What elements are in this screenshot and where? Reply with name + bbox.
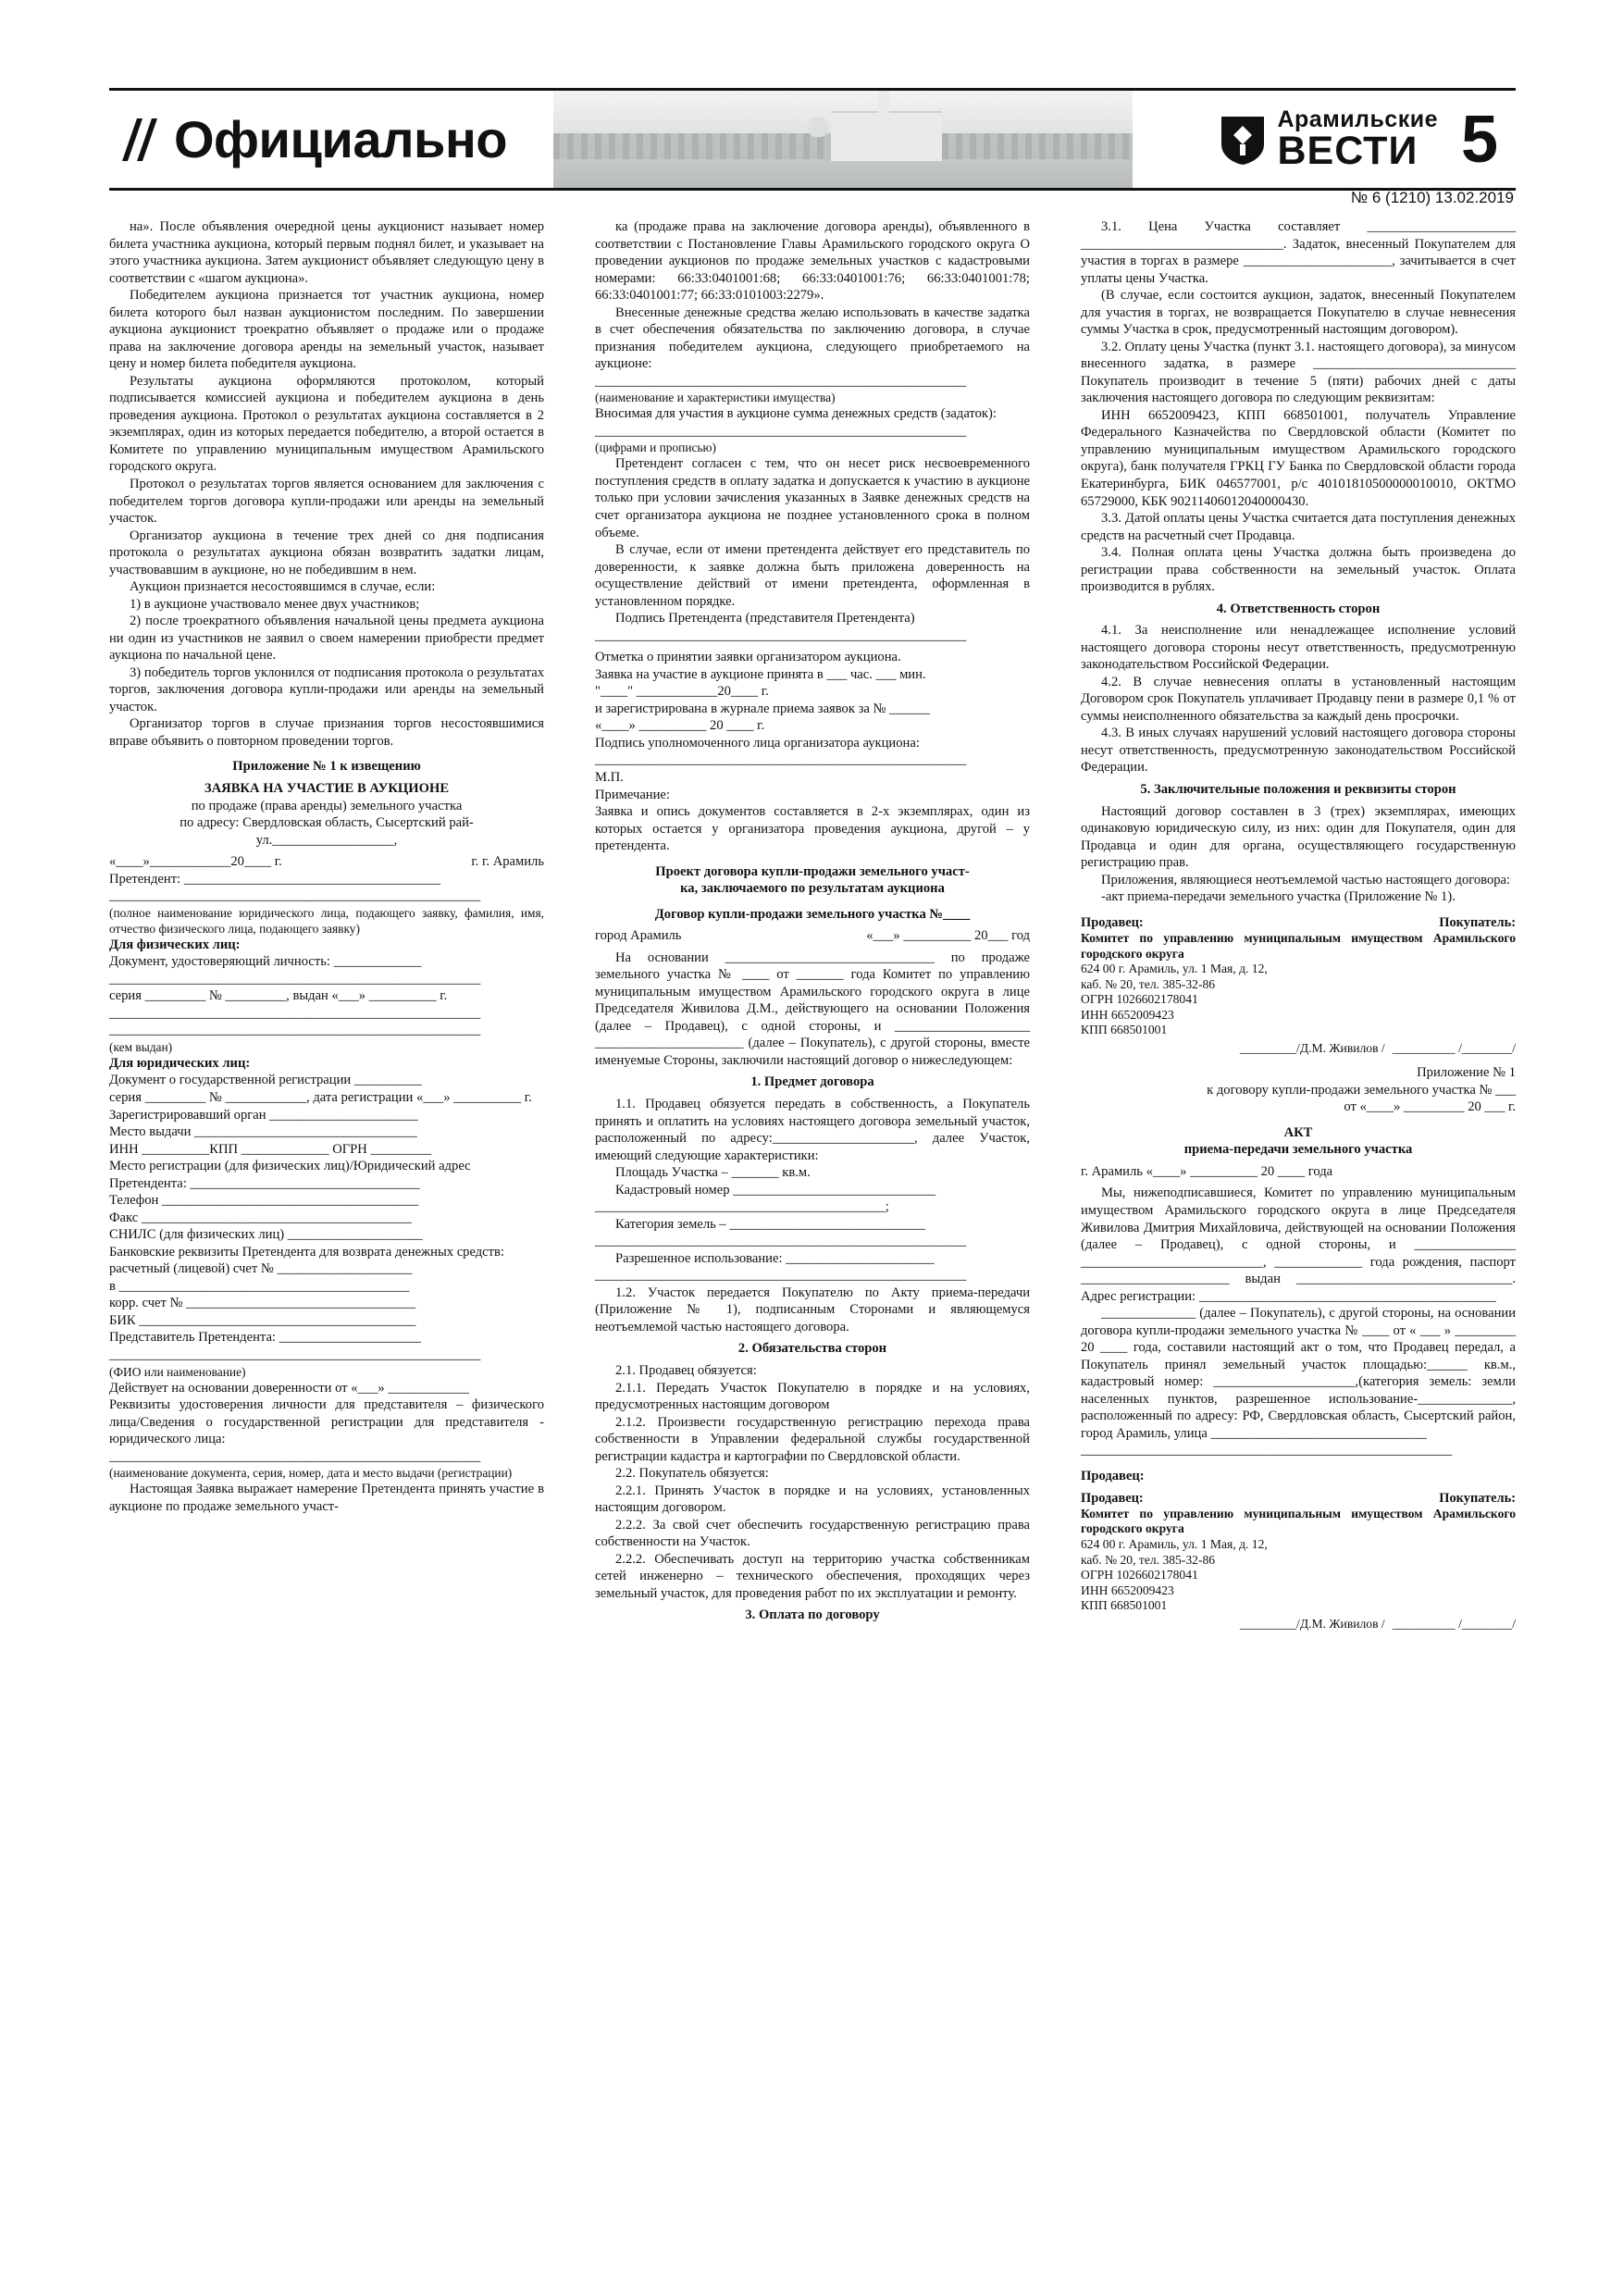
power-of-attorney-field: Действует на основании доверенности от «___» ____________ <box>109 1380 469 1396</box>
paragraph: ка (продаже права на заключение договора аренды), объявленного в соответствии с Постановление Главы Арамильского городского округа О проведении аукционов по продаже земельных участков с кадастровыми номерами: 66:33:0401001:68; 66:33:0401001:76; 66:33:0401001:78; 66:33:0401001:77; 66:33:0101003:2279». <box>595 219 1030 304</box>
corr-account-field: корр. счет № __________________________________ <box>109 1296 416 1311</box>
field-note: (полное наименование юридического лица, подающего заявку, фамилия, имя, отчество физического лица, подающего заявку) <box>109 905 544 936</box>
cadastral-number-field: Кадастровый номер ______________________________ <box>615 1182 936 1198</box>
parties-labels-row-2 <box>1081 1490 1516 1507</box>
section-individuals: Для физических лиц: <box>109 937 241 952</box>
signature-row <box>1081 1040 1516 1056</box>
paragraph: Приложения, являющиеся неотъемлемой частью настоящего договора: <box>1101 872 1511 887</box>
paragraph: Претендент согласен с тем, что он несет риск несвоевременного поступления средств в оплату задатка и допускается к участию в аукционе только при условии зачисления указанных в Заявке денежных средств на счет организатора аукциона не позднее установленного срока в полном объеме. <box>595 456 1030 540</box>
paragraph: Результаты аукциона оформляются протоколом, который подписывается комиссией аукциона и победителем аукциона в день проведения аукциона. Протокол о результатах аукциона составляется в 2 экземплярах, один из которых передается победителю, а второй остается в Комитете по управлению муниципальным имуществом Арамильского городского округа. <box>109 373 544 475</box>
registration-doc-field: Документ о государственной регистрации __________ <box>109 1073 422 1088</box>
paragraph: В случае, если от имени претендента действует его представитель по доверенности, к заявке должна быть приложена доверенность на осуществление действий от имени претендента, оформленная в установленном порядке. <box>595 542 1030 609</box>
paragraph: 2.1. Продавец обязуется: <box>615 1362 757 1378</box>
heading-obligations: 2. Обязательства сторон <box>737 1341 887 1357</box>
paragraph: 4.2. В случае невнесения оплаты в установленный настоящим Договором срок Покупатель уплачивает Продавцу пени в размере 0,1 % от суммы неисполненного обязательства за каждый день просрочки. <box>1081 674 1516 724</box>
bank-requisites: ИНН 6652009423, КПП 668501001, получатель Управление Федерального Казначейства по Свердловской области (Комитет по управлению муниципальным имуществом Арамильского городского округа), банк получателя ГРКЦ ГУ Банка по Свердловской области города Екатеринбурга, БИК 046577001, р/с 40101810500000010010, ОКТМО 65729000, КБК 90211406012040000430. <box>1081 407 1516 509</box>
identity-doc-field: Документ, удостоверяющий личность: _____________ <box>109 954 422 970</box>
paragraph: Аукцион признается несостоявшимся в случае, если: <box>130 579 436 595</box>
paragraph: Внесенные денежные средства желаю использовать в качестве задатка в счет обеспечения обязательства по заключению договора, в случае признания победителем аукциона, следующего приобретаемого на аукционе: <box>595 304 1030 372</box>
seller-requisites-2 <box>1081 1507 1516 1614</box>
contract-city: город Арамиль <box>595 928 682 944</box>
note-label: Примечание: <box>595 787 670 802</box>
inn-kpp-ogrn-field: ИНН __________КПП _____________ ОГРН _________ <box>109 1141 432 1157</box>
double-slash-icon <box>118 115 161 165</box>
paragraph: 2.1.2. Произвести государственную регистрацию перехода права собственности в Управлении федеральной службы государственной регистрации кадастра и картографии по Свердловской области. <box>595 1414 1030 1464</box>
brand-line-1: Арамильские <box>1277 105 1438 132</box>
act-city-date: г. Арамиль «____» __________ 20 ____ года <box>1081 1163 1333 1179</box>
note-text: Заявка и опись документов составляется в 2-х экземплярах, один из которых остается у организатора проведения аукциона, другой – у претендента. <box>595 804 1030 854</box>
paragraph: 3) победитель торгов уклонился от подписания протокола о результатах торгов, заключения договора купли-продажи или аренды на земельный участок. <box>109 664 544 714</box>
application-subtitle: по продаже (права аренды) земельного участка <box>191 798 463 813</box>
seller-kpp-2: КПП 668501001 <box>1081 1598 1168 1613</box>
paragraph: Настоящая Заявка выражает намерение Претендента принять участие в аукционе по продаже земельного участ- <box>109 1482 544 1514</box>
paragraph: Настоящий договор составлен в 3 (трех) экземплярах, имеющих одинаковую юридическую силу, из них: один для Покупателя, один для Продавца и один для органа, осуществляющего государственную регистрацию прав. <box>1081 803 1516 871</box>
issue-place-field: Место выдачи _________________________________ <box>109 1124 417 1140</box>
paragraph: 2) после троекратного объявления начальной цены предмета аукциона ни один из участников не заявил о своем намерении приобрести предмет аукциона по начальной цене. <box>109 614 544 664</box>
phone-field: Телефон ______________________________________ <box>109 1193 419 1209</box>
deposit-amount-label: Вносимая для участия в аукционе сумма денежных средств (задаток): <box>595 406 997 422</box>
blank-rule: _______________________________________________________ <box>109 1448 481 1464</box>
brand-line-2: ВЕСТИ <box>1277 129 1419 174</box>
paragraph: Организатор аукциона в течение трех дней со дня подписания протокола о результатах аукциона обязан возвратить задатки лицам, участвовавшим в аукционе, но не победившим в нем. <box>109 527 544 577</box>
contract-date: «___» __________ 20___ год <box>866 928 1030 944</box>
paragraph: на». После объявления очередной цены аукционист называет номер билета участника аукциона, который первым поднял билет, и указывает на этого участника аукциона. Затем аукционист объявляет следующую цену в соответствии с «шагом аукциона». <box>109 219 544 286</box>
applicant-field: Претендент: ______________________________________ <box>109 871 441 887</box>
blank-rule: _______________________________________________________ <box>595 423 967 439</box>
seller-address: 624 00 г. Арамиль, ул. 1 Мая, д. 12, <box>1081 962 1268 976</box>
seller-address-3: 624 00 г. Арамиль, ул. 1 Мая, д. 12, <box>1081 1536 1268 1551</box>
seller-kpp: КПП 668501001 <box>1081 1023 1168 1037</box>
paragraph: 3.4. Полная оплата цены Участка должна быть произведена до регистрации права собственности на земельный участок. Оплата производится в рублях. <box>1081 545 1516 595</box>
seller-label-3: Продавец: <box>1081 1490 1144 1506</box>
blank-rule: _______________________________________________________ <box>595 627 967 643</box>
settlement-account-field: расчетный (лицевой) счет № ____________________ <box>109 1261 413 1277</box>
appendix-heading: Приложение № 1 к извещению <box>232 759 421 775</box>
paragraph: Мы, нижеподписавшиеся, Комитет по управлению муниципальным имуществом Арамильского городского округа в лице Председателя Живилова Дмитрия Михайловича, действующей на основании Положения (далее – Продавец), с одной стороны, и _______________ ___________________________, _____________ года рождения, паспорт ______________________ выдан ________________________________. Адрес регистрации: ____________________________________________ <box>1081 1185 1516 1304</box>
representative-details-note: Реквизиты удостоверения личности для представителя – физического лица/Сведения о государственной регистрации для представителя - юридического лица: <box>109 1397 544 1447</box>
section-title-block <box>109 91 553 188</box>
seller-address-4: каб. № 20, тел. 385-32-86 <box>1081 1552 1216 1567</box>
signature-label: Подпись Претендента (представителя Претендента) <box>615 611 915 627</box>
appendix-label-1: Приложение № 1 <box>1417 1065 1516 1081</box>
application-heading: ЗАЯВКА НА УЧАСТИЕ В АУКЦИОНЕ <box>204 781 450 796</box>
paragraph: 2.2.1. Принять Участок в порядке и на условиях, установленных настоящим договором. <box>595 1483 1030 1516</box>
seller-name: Комитет по управлению муниципальным имуществом Арамильского городского округа <box>1081 931 1516 961</box>
column-1 <box>109 218 544 1515</box>
representative-field: Представитель Претендента: _____________________ <box>109 1330 421 1346</box>
blank-rule: _______________________________________________________ <box>109 888 481 904</box>
field-note: (цифрами и прописью) <box>595 441 717 455</box>
applicant-address-field: Претендента: __________________________________ <box>109 1175 420 1191</box>
paragraph: 1) в аукционе участвовало менее двух участников; <box>130 596 420 612</box>
series-number-field: серия _________ № _________, выдан «___» __________ г. <box>109 988 448 1004</box>
buyer-signature-line: __________ /________/ <box>1392 1041 1516 1056</box>
journal-registration-field: и зарегистрирована в журнале приема заявок за № ______ <box>595 701 930 716</box>
paragraph: 2.2.2. За свой счет обеспечить государственную регистрацию права собственности на Участок. <box>595 1517 1030 1550</box>
heading-payment: 3. Оплата по договору <box>745 1607 880 1623</box>
appendix-label-3: от «____» _________ 20 ___ г. <box>1344 1099 1516 1115</box>
bank-details-label: Банковские реквизиты Претендента для возврата денежных средств: <box>109 1244 504 1260</box>
brand-block <box>1133 91 1443 188</box>
acceptance-date-field: "____" ____________20____ г. <box>595 684 769 700</box>
blank-rule: _______________________________________________________ <box>109 1347 481 1362</box>
buyer-label: Покупатель: <box>1439 914 1516 930</box>
heading-subject: 1. Предмет договора <box>750 1074 874 1090</box>
application-street: ул.__________________, <box>255 832 398 848</box>
stamp-mark: М.П. <box>595 769 624 785</box>
seller-signature-line-2: _________/Д.М. Живилов / <box>1239 1616 1385 1631</box>
appendix-label-2: к договору купли-продажи земельного участка № ___ <box>1207 1082 1516 1098</box>
paragraph: 2.2.2. Обеспечивать доступ на территорию участка собственникам сетей инженерно – технического обеспечения, проходящих через земельный участок, для проведения работ по их эксплуатации и ремонту. <box>595 1551 1030 1601</box>
paragraph: -акт приема-передачи земельного участка (Приложение № 1). <box>1101 889 1456 905</box>
masthead <box>109 88 1516 191</box>
paragraph: 1.1. Продавец обязуется передать в собственность, а Покупатель принять и оплатить на условиях настоящего договора земельный участок, расположенный по адресу:_____________________, далее Участок, имеющий следующие характеристики: <box>595 1097 1030 1163</box>
snils-field: СНИЛС (для физических лиц) ____________________ <box>109 1227 423 1243</box>
seller-name-2: Комитет по управлению муниципальным имуществом Арамильского городского округа <box>1081 1506 1516 1536</box>
city-coat-of-arms-icon <box>1218 113 1268 167</box>
seller-ogrn-2: ОГРН 1026602178041 <box>1081 1568 1198 1582</box>
field-note: (кем выдан) <box>109 1039 173 1054</box>
blank-rule: _______________________________________________________ <box>595 373 967 389</box>
seller-inn: ИНН 6652009423 <box>1081 1007 1174 1022</box>
seller-signature-line: _________/Д.М. Живилов / <box>1239 1041 1385 1056</box>
seller-label: Продавец: <box>1081 914 1144 930</box>
application-address: по адресу: Свердловская область, Сысертский рай- <box>180 815 474 831</box>
article-columns <box>109 218 1516 2254</box>
page-number: 5 <box>1460 102 1499 177</box>
paragraph: 3.2. Оплату цены Участка (пункт 3.1. настоящего договора), за минусом внесенного задатка, в размере ______________________________ Покупатель производит в течение 5 (пяти) рабочих дней с даты заключения настоящего договора по следующим реквизитам: <box>1081 339 1516 406</box>
blank-rule: _______________________________________________________ <box>595 1234 967 1249</box>
form-date-field: «____»____________20____ г. <box>109 854 282 870</box>
series-registration-field: серия _________ № ____________, дата регистрации «___» __________ г. <box>109 1090 532 1106</box>
paragraph: Протокол о результатах торгов является основанием для заключения с победителем торгов договора купли-продажи или аренды на земельный участок. <box>109 476 544 527</box>
paragraph: 3.1. Цена Участка составляет ______________________ ______________________________. Задаток, внесенный Покупателем для участия в торгах в размере ______________________, зачитывается в счет уплаты цены Участка. <box>1081 219 1516 286</box>
field-note: (наименование документа, серия, номер, дата и место выдачи (регистрации) <box>109 1466 513 1481</box>
seller-address-2: каб. № 20, тел. 385-32-86 <box>1081 976 1216 991</box>
blank-rule: _______________________________________________________ <box>595 1268 967 1284</box>
contract-draft-heading-1: Проект договора купли-продажи земельного участ- <box>655 863 970 879</box>
section-legal-entities: Для юридических лиц: <box>109 1055 251 1071</box>
blank-rule: _______________________________________________________ <box>109 1023 481 1038</box>
signature-row-2 <box>1081 1616 1516 1632</box>
blank-rule: ___________________________________________; <box>595 1199 889 1215</box>
authorized-signature-label: Подпись уполномоченного лица организатора аукциона: <box>595 735 920 751</box>
blank-rule: _______________________________________________________ <box>109 971 481 987</box>
form-city-field: г. г. Арамиль <box>471 854 544 870</box>
paragraph: 1.2. Участок передается Покупателю по Акту приема-передачи (Приложение № 1), подписанным Сторонами и являющемуся неотъемлемой частью настоящего договора. <box>595 1285 1030 1334</box>
seller-ogrn: ОГРН 1026602178041 <box>1081 992 1198 1007</box>
section-title: Официально <box>174 110 508 168</box>
heading-final-provisions: 5. Заключительные положения и реквизиты сторон <box>1140 782 1456 797</box>
bik-field: БИК _________________________________________ <box>109 1312 416 1328</box>
fax-field: Факс ________________________________________ <box>109 1210 412 1225</box>
buyer-signature-line-2: __________ /________/ <box>1392 1616 1516 1631</box>
paragraph: Организатор торгов в случае признания торгов несостоявшимися вправе объявить о повторном проведении торгов. <box>109 716 544 749</box>
permitted-use-field: Разрешенное использование: ______________________ <box>615 1250 935 1266</box>
registering-body-field: Зарегистрировавший орган ______________________ <box>109 1107 418 1123</box>
paragraph: (В случае, если состоится аукцион, задаток, внесенный Покупателем для участия в торгах, не возвращается Покупателю в случае невнесения суммы Участка в срок, предусмотренный настоящим договором). <box>1081 288 1516 338</box>
acceptance-note: Отметка о принятии заявки организатором аукциона. <box>595 650 901 665</box>
seller-requisites <box>1081 931 1516 1038</box>
contract-heading: Договор купли-продажи земельного участка №____ <box>654 906 971 922</box>
acceptance-time-field: Заявка на участие в аукционе принята в ___ час. ___ мин. <box>595 666 926 682</box>
field-note: (наименование и характеристики имущества) <box>595 391 836 405</box>
heading-liability: 4. Ответственность сторон <box>1216 601 1381 616</box>
paragraph: ______________ (далее – Покупатель), с другой стороны, на основании договора купли-продажи земельного участка № ____ от « ___ » _________ 20 ____ года, составили настоящий акт о том, что Продавец передал, а Покупатель принял земельный участок площадью:______ кв.м., кадастровый номер: _____________________,(категория земель: земли населенных пунктов, разрешенное использование-______________, расположенный по адресу: РФ, Свердловская область, Сысертский район, город Арамиль, улица ________________________________ <box>1081 1306 1516 1441</box>
blank-rule: _______________________________________________________ <box>595 752 967 768</box>
paragraph: На основании _______________________________ по продаже земельного участка № ____ от _______ года Комитет по управлению муниципальным имуществом Арамильского городского округа в лице Председателя Живилова Д.М., действующего на основании Положения (далее – Продавец), с одной стороны, и ____________________ ______________________ (далее – Покупатель), с другой стороны, вместе именуемые Стороны, заключили настоящий договор о нижеследующем: <box>595 949 1030 1068</box>
blank-rule: _______________________________________________________ <box>1081 1443 1453 1458</box>
parties-labels-row <box>1081 914 1516 931</box>
paragraph: 4.3. В иных случаях нарушений условий настоящего договора стороны несут ответственность, предусмотренную законодательством Российской Федерации. <box>1081 726 1516 776</box>
journal-date-field: «____» __________ 20 ____ г. <box>595 718 765 734</box>
paragraph: 2.1.1. Передать Участок Покупателю в порядке и на условиях, предусмотренных настоящим договором <box>595 1380 1030 1413</box>
paragraph: 3.3. Датой оплаты цены Участка считается дата поступления денежных средств на расчетный счет Продавца. <box>1081 511 1516 543</box>
contract-draft-heading-2: ка, заключаемого по результатам аукциона <box>680 881 945 897</box>
column-3 <box>1081 218 1516 1632</box>
act-subheading: приема-передачи земельного участка <box>1183 1142 1413 1158</box>
paragraph: 4.1. За неисполнение или ненадлежащее исполнение условий настоящего договора стороны несут ответственность, предусмотренную законодательством Российской Федерации. <box>1081 623 1516 673</box>
seller-inn-2: ИНН 6652009423 <box>1081 1582 1174 1597</box>
paragraph: Победителем аукциона признается тот участник аукциона, номер билета которого был назван аукционистом последним. По завершении аукциона аукционист троекратно объявляет о продаже или о продаже права на заключение договора аренды на земельный участок, называет цену и номер билета победителя аукциона. <box>109 288 544 372</box>
buyer-label-2: Покупатель: <box>1439 1490 1516 1506</box>
masthead-photo <box>553 91 1133 188</box>
land-category-field: Категория земель – _____________________________ <box>615 1216 925 1232</box>
paragraph: 2.2. Покупатель обязуется: <box>615 1466 769 1482</box>
seller-label-2: Продавец: <box>1081 1468 1145 1483</box>
plot-area-field: Площадь Участка – _______ кв.м. <box>615 1165 811 1181</box>
issue-info: № 6 (1210) 13.02.2019 <box>1350 189 1514 206</box>
blank-rule: _______________________________________________________ <box>109 1005 481 1021</box>
registration-address-field: Место регистрации (для физических лиц)/Юридический адрес <box>109 1159 471 1174</box>
column-2 <box>595 218 1030 1624</box>
bank-name-field: в ___________________________________________ <box>109 1278 410 1294</box>
field-note: (ФИО или наименование) <box>109 1364 246 1379</box>
act-heading: АКТ <box>1283 1124 1313 1140</box>
